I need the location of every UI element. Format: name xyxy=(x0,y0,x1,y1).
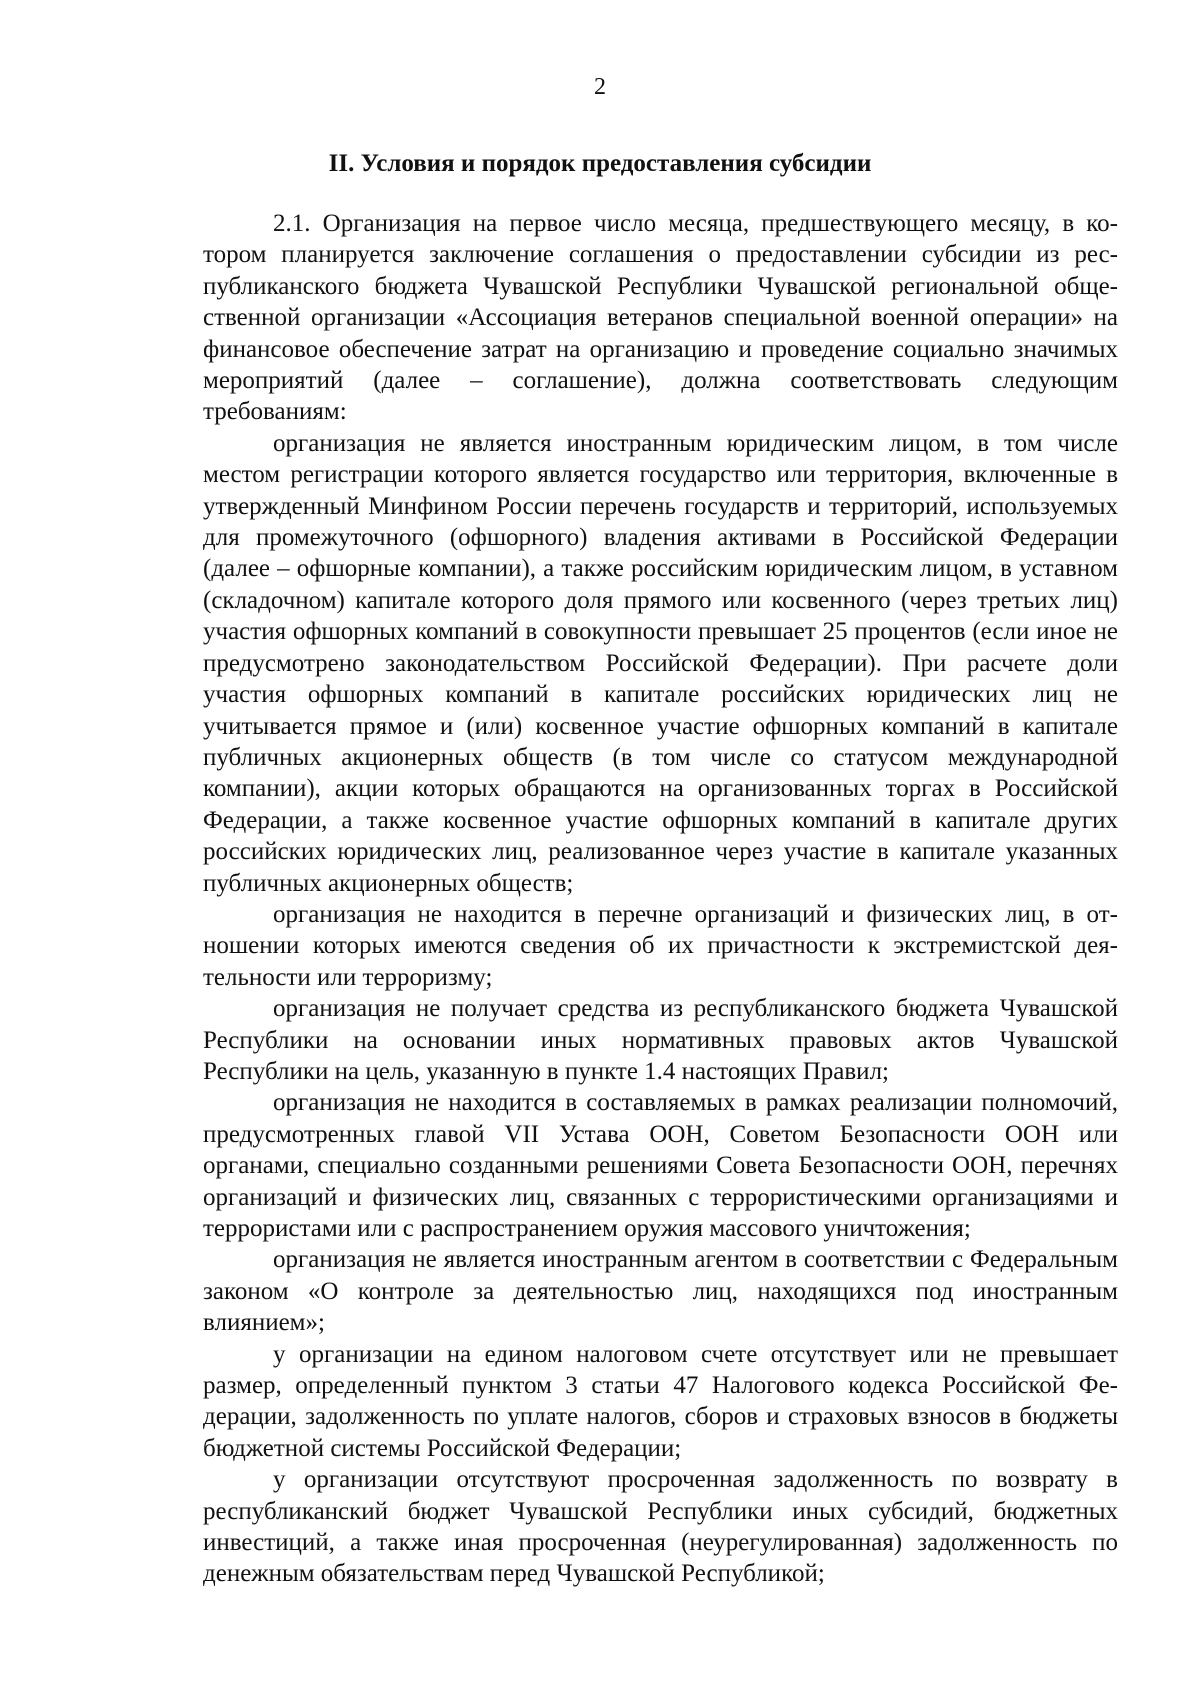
paragraph-2-1: 2.1. Организация на первое число месяца, предшествующего месяцу, в котором планируется заключение соглашения о предоставлении субсидии из республиканского бюджета Чувашской Республики Чувашской региональной общественной организации «Ассоциация ветеранов специальной военной операции» на финансовое обеспечение затрат на организацию и проведение социально значимых мероприятий (далее – соглашение), должна соответствовать следующим требованиям: xyxy=(203,210,1118,426)
body-text xyxy=(203,208,1118,1590)
section-title: II. Условия и порядок предоставления субсидии xyxy=(328,150,872,177)
paragraph-foreign-agent-requirement: организация не является иностранным агентом в соответствии с Федеральным законом «О контроле за деятельностью лиц, находящихся под иностранным влиянием»; xyxy=(203,1246,1118,1337)
paragraph-offshore-requirement: организация не является иностранным юридическим лицом, в том числе местом регистрации которого является государство или территория, включенные в утвержденный Минфином России перечень государств и территорий, используемых для промежуточного (офшорного) владения активами в Российской Федерации (далее – офшорные компании), а также российским юридическим лицом, в уставном (складочном) капитале которого доля прямого или косвенного (через третьих лиц) участия офшорных компаний в совокупности превышает 25 процентов (если иное не предусмотрено законодательством Российской Федерации). При расчете доли участия офшорных компаний в капитале российских юридических лиц не учитывается прямое и (или) косвенное участие офшорных компаний в капитале публичных акционерных обществ (в том числе со статусом международной компании), акции которых обращаются на организованных торгах в Российской Федерации, а также косвенное участие офшорных компаний в капитале других российских юридических лиц, реализованное через участие в капитале указанных публичных акционерных обществ; xyxy=(203,429,1118,897)
paragraph-tax-debt-requirement: у организации на едином налоговом счете отсутствует или не превышает размер, определенный пунктом 3 статьи 47 Налогового кодекса Российской Федерации, задолженность по уплате налогов, сборов и страховых взносов в бюджеты бюджетной системы Российской Федерации; xyxy=(203,1340,1118,1462)
paragraph-extremism-requirement: организация не находится в перечне организаций и физических лиц, в отношении которых имеются сведения об их причастности к экстремистской деятельности или терроризму; xyxy=(203,900,1118,991)
paragraph-overdue-debt-requirement: у организации отсутствуют просроченная задолженность по возврату в республиканский бюджет Чувашской Республики иных субсидий, бюджетных инвестиций, а также иная просроченная (неурегулированная) задолженность по денежным обязательствам перед Чувашской Республикой; xyxy=(203,1466,1118,1588)
paragraph-un-lists-requirement: организация не находится в составляемых в рамках реализации полномочий, предусмотренных главой VII Устава ООН, Советом Безопасности ООН или органами, специально созданными решениями Совета Безопасности ООН, перечнях организаций и физических лиц, связанных с террористическими организациями и террористами или с распространением оружия массового уничтожения; xyxy=(203,1089,1118,1242)
paragraph-no-other-funding: организация не получает средства из республиканского бюджета Чувашской Республики на основании иных нормативных правовых актов Чувашской Республики на цель, указанную в пункте 1.4 настоящих Правил; xyxy=(203,995,1118,1085)
page-number: 2 xyxy=(594,74,606,100)
